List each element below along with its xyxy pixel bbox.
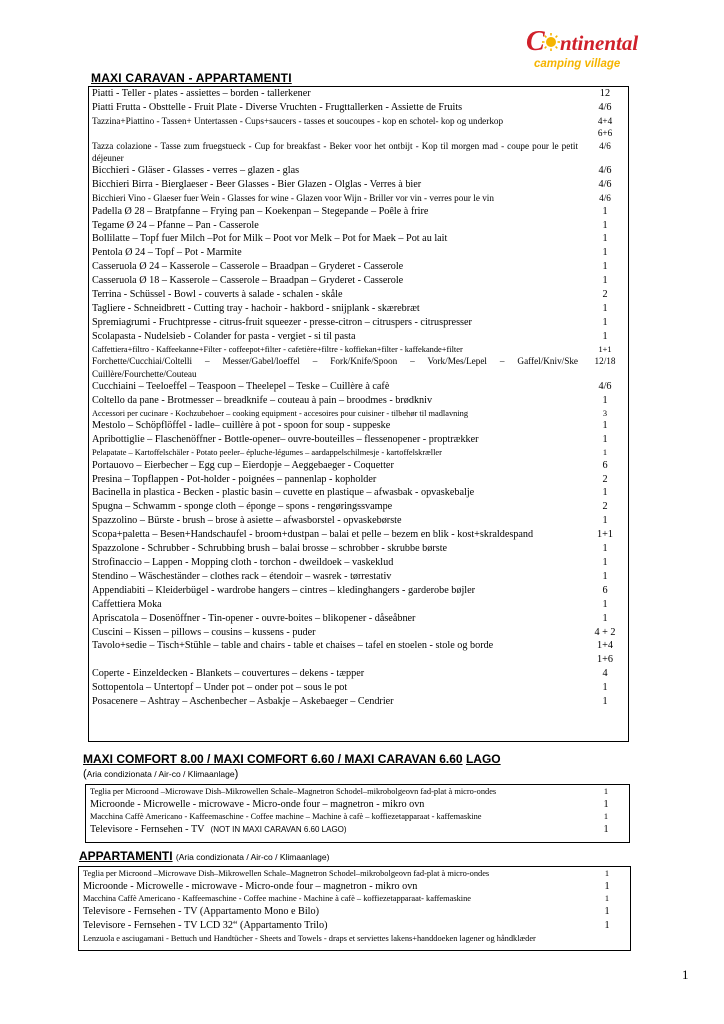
table-row <box>92 115 624 140</box>
table-row <box>92 514 624 528</box>
item-quantity: 1 <box>602 275 608 287</box>
table-row <box>90 823 625 837</box>
item-quantity: 6 <box>602 459 608 471</box>
item-description: Macchina Caffè Americano - Kaffeemaschine - Coffee machine – Machine à cafè – koffiezetapparaat - kaffemaskine <box>90 812 482 822</box>
item-quantity: 4+4 6+6 <box>597 115 613 139</box>
item-description: Sottopentola – Untertopf – Under pot – onder pot – sous le pot <box>92 682 348 694</box>
table-row <box>92 408 624 420</box>
item-quantity: 1 <box>602 219 608 231</box>
table-row <box>90 786 625 798</box>
item-quantity: 1 <box>602 557 608 568</box>
item-description: Apribottiglie – Flaschenöffner - Bottle-opener– ouvre-bouteilles – flessenopener - proptrækker <box>92 434 479 446</box>
item-description: Mestolo – Schöpflöffel - ladle– cuillère à pot - spoon for soup - suppeske <box>92 420 391 432</box>
svg-text:camping village: camping village <box>534 58 621 70</box>
item-description: Microonde - Microwelle - microwave - Micro-onde four – magnetron - mikro ovn <box>90 798 425 810</box>
section1-inventory-table <box>88 86 629 742</box>
item-quantity: 3 <box>602 408 608 418</box>
table-row <box>92 316 624 330</box>
table-row <box>92 101 624 115</box>
item-quantity: 1 <box>603 823 609 835</box>
item-description: Casseruola Ø 24 – Kasserole – Casserole – Braadpan – Gryderet - Casserole <box>92 261 404 273</box>
item-description: Bacinella in plastica - Becken - plastic basin – cuvette en plastique – afwasbak - opvaskebalje <box>92 487 475 499</box>
table-row <box>92 260 624 274</box>
item-description: Scopa+paletta – Besen+Handschaufel - broom+dustpan – balai et pelle – bezem en blik - kost+skraldespand <box>92 529 534 541</box>
table-row <box>92 612 624 626</box>
table-row <box>90 798 625 812</box>
item-quantity: 4/6 <box>599 193 611 204</box>
item-quantity: 1 <box>603 787 609 796</box>
item-description: Accessori per cucinare - Kochzubehoer – cooking equipment - accesoires pour cuisiner - tilbehør til madlavning <box>92 408 469 418</box>
table-row <box>92 556 624 570</box>
table-row <box>92 528 624 542</box>
table-row <box>92 219 624 233</box>
table-row <box>92 288 624 302</box>
item-description: Scolapasta - Nudelsieb - Colander for pasta - vergiet - si til pasta <box>92 330 356 342</box>
item-quantity: 4/6 <box>598 179 612 191</box>
item-quantity: 1 <box>602 612 608 624</box>
item-description: Spazzolino – Bürste - brush – brose à asiette – afwasborstel - opvaskebørste <box>92 515 402 527</box>
item-description: Cucchiaini – Teeloeffel – Teaspoon – Theelepel – Teske – Cuillère à cafè <box>92 381 390 393</box>
item-description: Bicchieri Vino - Glaeser fuer Wein - Glasses for wine - Glazen voor Wijn - Briller vor vin - verres pour le vin <box>92 193 494 204</box>
item-description: Terrina - Schüssel - Bowl - couverts à salade - schalen - skåle <box>92 289 343 301</box>
section2-title <box>83 752 501 766</box>
item-description: Tazzina+Piattino - Tassen+ Untertassen - Cups+saucers - tasses et soucoupes - kop en schotel- kop og underkop <box>92 115 504 126</box>
section2-title-main: MAXI COMFORT 8.00 / MAXI COMFORT 6.60 / MAXI CARAVAN 6.60 <box>83 752 463 766</box>
table-row <box>92 205 624 219</box>
table-row <box>92 380 624 394</box>
section3-inventory-table <box>78 866 631 951</box>
item-quantity: 12/18 <box>594 356 616 367</box>
item-description: Teglia per Microond –Microwave Dish–Mikrowellen Schale–Magnetron Schodel–mikrobolgeovn fad-plat à micro-ondes <box>90 787 497 796</box>
table-row <box>92 330 624 344</box>
section2-inventory-table <box>85 784 630 843</box>
section2-title-suffix: LAGO <box>465 752 501 766</box>
item-quantity: 1 <box>603 798 609 810</box>
item-quantity: 4/6 <box>598 165 612 177</box>
item-description: Pentola Ø 24 – Topf – Pot - Marmite <box>92 247 242 259</box>
item-quantity: 1 <box>602 420 608 432</box>
table-row <box>92 570 624 584</box>
table-row <box>92 87 624 101</box>
item-description: Stendino – Wäscheständer – clothes rack – étendoir – wasrek - tørrestativ <box>92 570 392 582</box>
table-row <box>92 639 624 667</box>
item-quantity: 1 <box>602 570 608 582</box>
item-description: Portauovo – Eierbecher – Egg cup – Eierdopje – Aeggebaeger - Coquetter <box>92 459 394 471</box>
table-row <box>92 695 624 709</box>
item-description: Caffettiera+filtro - Kaffeekanne+Filter - coffeepot+filter - cafetière+filtre - koffiekan+filter - kaffekande+filter <box>92 344 463 354</box>
item-description: Apriscatola – Dosenöffner - Tin-opener - ouvre-boites – blikopener - dåseåbner <box>92 612 416 624</box>
item-description: Microonde - Microwelle - microwave - Micro-onde four – magnetron - mikro ovn <box>83 880 418 892</box>
table-row <box>92 274 624 288</box>
item-quantity: 1 <box>602 261 608 273</box>
item-quantity: 6 <box>602 584 608 596</box>
item-quantity: 1 <box>602 303 608 314</box>
item-quantity: 1 <box>602 598 608 610</box>
table-row <box>92 626 624 640</box>
table-row <box>92 681 624 695</box>
item-description: Piatti Frutta - Obsttelle - Fruit Plate - Diverse Vruchten - Frugttallerken - Assiette de Fruits <box>92 101 463 113</box>
table-row <box>92 598 624 612</box>
item-quantity: 1 <box>602 487 608 499</box>
item-description: Coltello da pane - Brotmesser – breadknife – couteau à pain – broodmes - brødkniv <box>92 394 433 406</box>
item-description: Macchina Caffè Americano - Kaffeemaschine - Coffee machine - Machine à cafè – koffiezetapparaat- kaffemaskine <box>83 894 471 904</box>
table-row <box>83 893 626 905</box>
continental-logo <box>524 22 639 74</box>
item-description: Teglia per Microond –Microwave Dish–Mikrowellen Schale–Magnetron Schodel–mikrobolgeovn fad-plat à micro-ondes <box>83 869 490 878</box>
item-quantity: 1 <box>602 247 608 259</box>
item-quantity: 12 <box>599 88 611 99</box>
table-row <box>92 164 624 178</box>
item-quantity: 1+1 <box>598 344 612 354</box>
table-row <box>83 919 626 933</box>
item-description: Casseruola Ø 18 – Kasserole – Casserole – Braadpan – Gryderet - Casserole <box>92 275 404 287</box>
item-description: Appendiabiti – Kleiderbügel - wardrobe hangers – cintres – kledinghangers - garderobe bøjler <box>92 584 476 596</box>
table-row <box>92 419 624 433</box>
item-description: Spremiagrumi - Fruchtpresse - citrus-fruit squeezer - presse-citron – citruspers - citruspresser <box>92 316 472 328</box>
item-quantity: 1 <box>604 894 610 904</box>
section2-subtitle-text: Aria condizionata / Air-co / Klimaanlage <box>86 769 235 779</box>
item-description: Bicchieri - Gläser - Glasses - verres – glazen - glas <box>92 165 300 177</box>
table-row <box>92 140 624 165</box>
table-row <box>92 500 624 514</box>
table-row <box>83 905 626 919</box>
item-quantity: 1 <box>602 682 608 694</box>
section3-title-main: APPARTAMENTI <box>79 849 173 863</box>
section1-title: MAXI CARAVAN - APPARTAMENTI <box>91 71 292 85</box>
table-row <box>90 811 625 823</box>
item-quantity: 1 <box>603 812 609 822</box>
item-description: Spazzolone - Schrubber - Schrubbing brush – balai brosse – schrobber - skrubbe børste <box>92 543 448 555</box>
item-quantity: 1+4 1+6 <box>597 640 613 666</box>
item-description: Bollilatte – Topf fuer Milch –Pot for Milk – Poot vor Melk – Pot for Maek – Pot au lait <box>92 233 448 245</box>
table-row <box>92 667 624 681</box>
section2-subtitle: (Aria condizionata / Air-co / Klimaanlage) <box>83 768 239 780</box>
item-quantity: 1 <box>604 880 610 892</box>
item-quantity: 4/6 <box>599 140 611 151</box>
item-description: Televisore - Fernsehen - TV (Appartamento Mono e Bilo) <box>83 905 319 917</box>
svg-text:C: C <box>526 26 545 57</box>
item-quantity: 1 <box>602 394 608 406</box>
table-row <box>92 433 624 447</box>
table-row <box>92 232 624 246</box>
item-quantity: 4/6 <box>598 381 612 393</box>
table-row <box>92 486 624 500</box>
item-quantity: 2 <box>602 473 608 485</box>
item-quantity: 1 <box>602 515 608 527</box>
table-row <box>92 344 624 356</box>
item-description: Tazza colazione - Tasse zum fruegstueck - Cup for breakfast - Beker voor het ontbijt - Kop til morgen mad - coupe pour le petit déjeuner <box>92 140 578 164</box>
table-row <box>83 868 626 880</box>
table-row <box>92 246 624 260</box>
svg-text:ntinental: ntinental <box>560 31 639 55</box>
table-row <box>92 302 624 316</box>
item-note: (NOT IN MAXI CARAVAN 6.60 LAGO) <box>210 824 347 834</box>
item-quantity: 1+1 <box>597 529 613 541</box>
item-description: Posacenere – Ashtray – Aschenbecher – Asbakje – Askebaeger – Cendrier <box>92 696 394 708</box>
table-row <box>92 447 624 459</box>
table-row <box>92 542 624 556</box>
item-quantity: 1 <box>602 696 608 708</box>
item-description: Televisore - Fernsehen - TV LCD 32“ (Appartamento Trilo) <box>83 919 328 931</box>
item-quantity: 2 <box>602 289 608 301</box>
table-row <box>92 394 624 408</box>
item-quantity: 1 <box>602 330 608 342</box>
item-description: Lenzuola e asciugamani - Bettuch und Handtücher - Sheets and Towels - draps et serviettes lakens+handdoeken lagener og håndklæder <box>83 933 536 943</box>
item-quantity: 1 <box>602 233 608 245</box>
item-quantity: 1 <box>602 543 608 555</box>
item-description: Coperte - Einzeldecken - Blankets – couvertures – dekens - tæpper <box>92 668 365 680</box>
item-quantity: 1 <box>604 869 610 878</box>
item-description: Caffettiera Moka <box>92 598 162 610</box>
item-description: Forchette/Cucchiai/Coltelli – Messer/Gabel/loeffel – Fork/Knife/Spoon – Vork/Mes/Lepel – Gaffel/Kniv/Ske Cuillère/Fourchette/Couteau <box>92 356 578 379</box>
table-row <box>83 880 626 894</box>
item-description: Strofinaccio – Lappen - Mopping cloth - torchon - dweildoek – vaskeklud <box>92 557 394 568</box>
page-number: 1 <box>682 967 689 982</box>
item-description: Tavolo+sedie – Tisch+Stühle – table and chairs - table et chaises – tafel en stoelen - stole og borde <box>92 640 494 652</box>
item-description: Tagliere - Schneidbrett - Cutting tray - hachoir - hakbord - snijplank - skærebræt <box>92 303 420 314</box>
section3-subtitle: Aria condizionata / Air-co / Klimaanlage <box>178 852 327 862</box>
item-description: Presina – Topflappen - Pot-holder - poignées – pannenlap - kopholder <box>92 473 377 485</box>
item-quantity: 1 <box>602 205 608 217</box>
item-description: Piatti - Teller - plates - assiettes – borden - tallerkener <box>92 88 311 99</box>
table-row <box>92 473 624 487</box>
item-description: Bicchieri Birra - Bierglaeser - Beer Glasses - Bier Glazen - Olglas - Verres à bier <box>92 179 422 191</box>
item-description: Cuscini – Kissen – pillows – cousins – kussens - puder <box>92 626 316 638</box>
item-quantity: 4 <box>602 668 608 680</box>
item-quantity: 1 <box>602 448 608 458</box>
item-quantity: 2 <box>602 501 608 513</box>
table-row <box>83 933 626 945</box>
item-description: Pelapatate – Kartoffelschäler - Potato peeler– épluche-légumes – aardappelschilmesje - kartoffelskræller <box>92 448 442 458</box>
section3-title: APPARTAMENTI (Aria condizionata / Air-co / Klimaanlage) <box>79 849 330 863</box>
item-quantity: 1 <box>602 434 608 446</box>
table-row <box>92 355 624 380</box>
table-row <box>92 192 624 204</box>
item-quantity: 4/6 <box>598 101 612 113</box>
item-description: Tegame Ø 24 – Pfanne – Pan - Casserole <box>92 219 259 231</box>
table-row <box>92 459 624 473</box>
table-row <box>92 178 624 192</box>
item-quantity: 1 <box>604 905 610 917</box>
item-description: Spugna – Schwamm - sponge cloth – éponge – spons - rengøringssvampe <box>92 501 393 513</box>
item-quantity: 1 <box>602 316 608 328</box>
item-quantity: 1 <box>604 919 610 931</box>
table-row <box>92 584 624 598</box>
item-quantity: 4 + 2 <box>594 626 616 638</box>
item-description: Televisore - Fernsehen - TV (NOT IN MAXI CARAVAN 6.60 LAGO) <box>90 823 347 835</box>
item-description: Padella Ø 28 – Bratpfanne – Frying pan – Koekenpan – Stegepande – Poêle à frire <box>92 205 429 217</box>
